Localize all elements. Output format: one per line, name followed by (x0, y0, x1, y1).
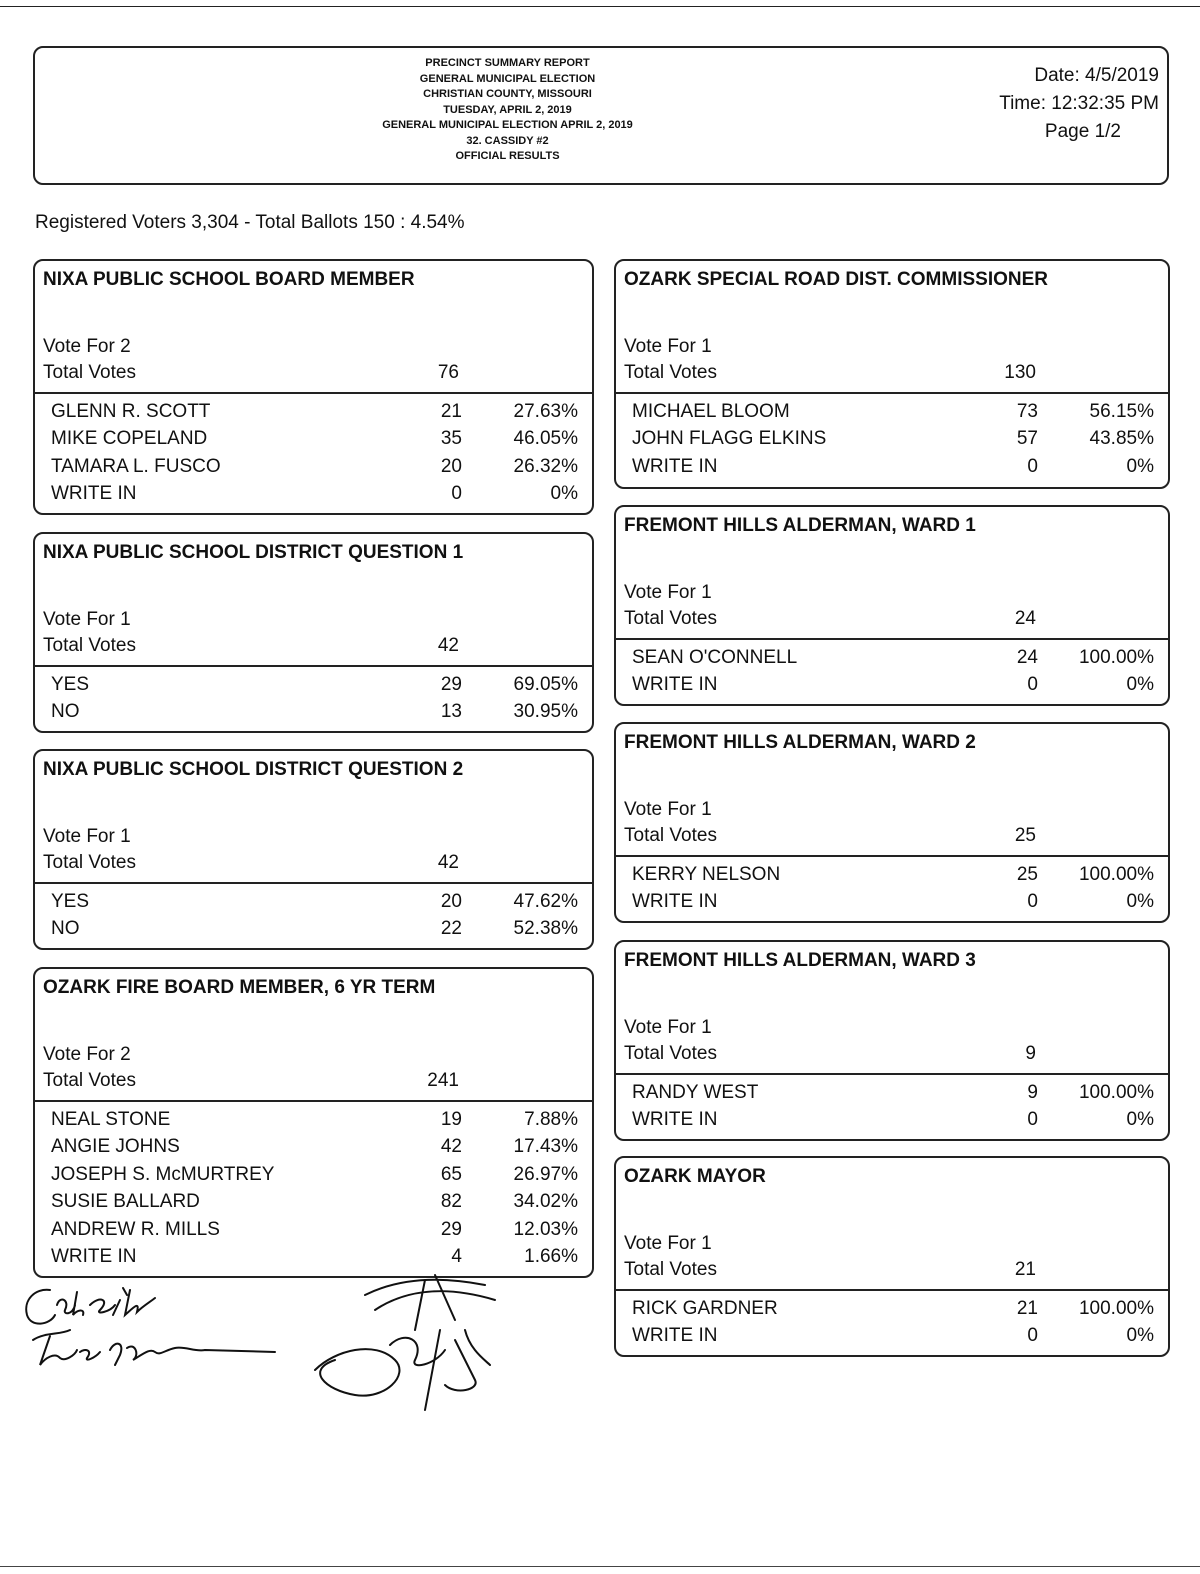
total-votes-value: 130 (1004, 362, 1036, 383)
candidate-votes: 0 (1027, 674, 1038, 696)
contest-title: FREMONT HILLS ALDERMAN, WARD 2 (624, 732, 976, 753)
candidate-name: WRITE IN (632, 891, 718, 913)
contest-separator (35, 882, 592, 884)
candidate-name: WRITE IN (632, 1109, 718, 1131)
contest-nixa-public-school-district-question-2 (33, 749, 594, 950)
contest-fremont-hills-alderman-ward-3 (614, 940, 1170, 1141)
candidate-percent: 7.88% (524, 1109, 578, 1130)
vote-for-label: Vote For 1 (624, 582, 712, 603)
total-votes-value: 42 (437, 635, 459, 656)
candidate-percent: 100.00% (1078, 647, 1154, 668)
contest-separator (35, 392, 592, 394)
candidate-votes: 57 (1016, 428, 1038, 450)
vote-for-label: Vote For 1 (624, 1017, 712, 1038)
candidate-name: GLENN R. SCOTT (51, 401, 211, 422)
candidate-name: MICHAEL BLOOM (632, 401, 790, 422)
total-votes-label: Total Votes (624, 825, 717, 846)
contest-ozark-fire-board-member-6-yr-term (33, 967, 594, 1278)
candidate-votes: 22 (440, 918, 462, 940)
candidate-name: WRITE IN (632, 455, 718, 477)
total-votes-label: Total Votes (43, 362, 136, 383)
precinct-name: 32. CASSIDY #2 (466, 134, 549, 147)
signatures (15, 1270, 505, 1430)
vote-for-label: Vote For 1 (624, 336, 712, 357)
result-row (35, 1219, 592, 1246)
bottom-border-line (0, 1566, 1200, 1567)
total-votes-value: 9 (1025, 1043, 1036, 1064)
candidate-name: ANGIE JOHNS (51, 1136, 180, 1158)
result-row (616, 1325, 1168, 1352)
candidate-percent: 69.05% (513, 674, 578, 695)
election-day: TUESDAY, APRIL 2, 2019 (443, 103, 572, 116)
candidate-percent: 34.02% (513, 1191, 578, 1213)
candidate-name: NO (51, 918, 80, 940)
candidate-percent: 0% (1126, 674, 1154, 696)
candidate-percent: 0% (1126, 1325, 1154, 1347)
candidate-votes: 42 (440, 1136, 462, 1158)
result-row (35, 483, 592, 510)
county-name: CHRISTIAN COUNTY, MISSOURI (423, 88, 592, 100)
contest-title: FREMONT HILLS ALDERMAN, WARD 3 (624, 950, 976, 971)
total-votes-value: 76 (437, 362, 459, 383)
contest-fremont-hills-alderman-ward-1 (614, 505, 1170, 706)
candidate-name: NEAL STONE (51, 1109, 171, 1130)
candidate-percent: 100.00% (1078, 1298, 1154, 1319)
result-row (35, 918, 592, 945)
candidate-votes: 35 (440, 428, 462, 450)
total-votes-label: Total Votes (624, 362, 717, 383)
candidate-name: WRITE IN (632, 1325, 718, 1347)
candidate-percent: 26.32% (513, 455, 578, 477)
candidate-percent: 46.05% (513, 428, 578, 450)
candidate-percent: 47.62% (513, 891, 578, 912)
candidate-name: RICK GARDNER (632, 1298, 778, 1319)
candidate-percent: 0% (550, 483, 578, 505)
candidate-percent: 0% (1126, 1109, 1154, 1131)
candidate-percent: 17.43% (513, 1136, 578, 1158)
contest-ozark-mayor (614, 1156, 1170, 1357)
candidate-percent: 27.63% (513, 401, 578, 422)
result-row (35, 701, 592, 728)
total-votes-value: 241 (427, 1070, 459, 1091)
contest-separator (616, 638, 1168, 640)
turnout-summary: Registered Voters 3,304 - Total Ballots 150 : 4.54% (35, 212, 465, 233)
contest-title: NIXA PUBLIC SCHOOL DISTRICT QUESTION 1 (43, 542, 464, 563)
candidate-name: NO (51, 701, 80, 723)
candidate-votes: 21 (440, 401, 462, 422)
total-votes-label: Total Votes (43, 1070, 136, 1091)
result-row (35, 674, 592, 701)
candidate-name: MIKE COPELAND (51, 428, 208, 450)
contest-separator (616, 1289, 1168, 1291)
total-votes-label: Total Votes (43, 852, 136, 873)
result-row (616, 428, 1168, 455)
result-row (35, 1136, 592, 1163)
total-votes-value: 42 (437, 852, 459, 873)
candidate-percent: 12.03% (513, 1218, 578, 1240)
candidate-name: JOSEPH S. McMURTREY (51, 1163, 275, 1185)
election-full-name: GENERAL MUNICIPAL ELECTION APRIL 2, 2019 (382, 119, 633, 131)
candidate-votes: 9 (1027, 1082, 1038, 1103)
total-votes-label: Total Votes (624, 608, 717, 629)
report-date: Date: 4/5/2019 (1034, 65, 1159, 86)
vote-for-label: Vote For 2 (43, 336, 131, 357)
result-row (616, 1082, 1168, 1109)
candidate-percent: 52.38% (513, 918, 578, 940)
candidate-percent: 100.00% (1078, 1082, 1154, 1103)
total-votes-label: Total Votes (43, 635, 136, 656)
contest-nixa-public-school-board-member (33, 259, 594, 515)
contest-title: OZARK FIRE BOARD MEMBER, 6 YR TERM (43, 977, 436, 998)
vote-for-label: Vote For 1 (624, 1233, 712, 1254)
candidate-name: RANDY WEST (632, 1082, 759, 1103)
contest-title: OZARK MAYOR (624, 1166, 766, 1187)
candidate-name: JOHN FLAGG ELKINS (632, 428, 827, 450)
candidate-votes: 0 (1027, 455, 1038, 477)
candidate-votes: 73 (1016, 401, 1038, 422)
candidate-votes: 20 (440, 891, 462, 912)
candidate-votes: 82 (440, 1191, 462, 1213)
vote-for-label: Vote For 1 (43, 609, 131, 630)
contest-ozark-special-road-dist-commissioner (614, 259, 1170, 489)
contest-separator (35, 1100, 592, 1102)
total-votes-value: 25 (1014, 825, 1036, 846)
candidate-votes: 19 (440, 1109, 462, 1130)
top-border-line (0, 6, 1200, 7)
candidate-name: SUSIE BALLARD (51, 1191, 200, 1213)
result-row (35, 1109, 592, 1136)
candidate-percent: 1.66% (524, 1246, 578, 1267)
result-row (35, 891, 592, 918)
vote-for-label: Vote For 1 (43, 826, 131, 847)
contest-title: OZARK SPECIAL ROAD DIST. COMMISSIONER (624, 269, 1049, 290)
contest-title: NIXA PUBLIC SCHOOL BOARD MEMBER (43, 269, 415, 290)
candidate-votes: 29 (440, 1218, 462, 1240)
contest-separator (616, 1073, 1168, 1075)
candidate-votes: 21 (1016, 1298, 1038, 1319)
report-meta (999, 62, 1159, 146)
contest-separator (35, 665, 592, 667)
contest-title: NIXA PUBLIC SCHOOL DISTRICT QUESTION 2 (43, 759, 464, 780)
candidate-percent: 43.85% (1089, 428, 1154, 450)
candidate-percent: 0% (1126, 891, 1154, 913)
total-votes-value: 24 (1014, 608, 1036, 629)
report-header (33, 46, 1169, 185)
result-row (616, 401, 1168, 428)
result-row (35, 456, 592, 483)
result-row (35, 1164, 592, 1191)
candidate-percent: 100.00% (1078, 864, 1154, 885)
result-row (35, 1191, 592, 1218)
candidate-votes: 0 (1027, 891, 1038, 913)
candidate-votes: 20 (440, 455, 462, 477)
candidate-votes: 24 (1016, 647, 1038, 668)
candidate-name: KERRY NELSON (632, 864, 781, 885)
total-votes-label: Total Votes (624, 1043, 717, 1064)
contest-fremont-hills-alderman-ward-2 (614, 722, 1170, 923)
contest-nixa-public-school-district-question-1 (33, 532, 594, 733)
results-status: OFFICIAL RESULTS (455, 150, 560, 162)
result-row (616, 456, 1168, 483)
candidate-votes: 25 (1016, 864, 1038, 885)
candidate-name: SEAN O'CONNELL (632, 647, 798, 668)
vote-for-label: Vote For 1 (624, 799, 712, 820)
report-title: PRECINCT SUMMARY REPORT (425, 57, 590, 69)
candidate-votes: 13 (440, 701, 462, 723)
result-row (616, 1109, 1168, 1136)
result-row (616, 647, 1168, 674)
result-row (616, 891, 1168, 918)
candidate-votes: 29 (440, 674, 462, 695)
candidate-votes: 4 (451, 1246, 462, 1267)
candidate-name: ANDREW R. MILLS (51, 1218, 220, 1240)
candidate-percent: 26.97% (513, 1163, 578, 1185)
vote-for-label: Vote For 2 (43, 1044, 131, 1065)
candidate-name: YES (51, 891, 90, 912)
candidate-name: WRITE IN (51, 483, 137, 505)
candidate-percent: 56.15% (1089, 401, 1154, 422)
candidate-votes: 0 (1027, 1109, 1038, 1131)
result-row (35, 401, 592, 428)
result-row (616, 864, 1168, 891)
contest-separator (616, 392, 1168, 394)
candidate-name: YES (51, 674, 90, 695)
total-votes-value: 21 (1014, 1259, 1036, 1280)
result-row (35, 1246, 592, 1273)
report-title-block (335, 56, 680, 165)
contest-title: FREMONT HILLS ALDERMAN, WARD 1 (624, 515, 976, 536)
candidate-name: WRITE IN (632, 674, 718, 696)
page-number: Page 1/2 (1044, 121, 1121, 142)
candidate-percent: 0% (1126, 455, 1154, 477)
candidate-votes: 65 (440, 1163, 462, 1185)
result-row (35, 428, 592, 455)
candidate-votes: 0 (1027, 1325, 1038, 1347)
candidate-votes: 0 (451, 483, 462, 505)
total-votes-label: Total Votes (624, 1259, 717, 1280)
candidate-percent: 30.95% (513, 701, 578, 723)
candidate-name: WRITE IN (51, 1246, 137, 1267)
election-name: GENERAL MUNICIPAL ELECTION (419, 72, 596, 85)
report-time: Time: 12:32:35 PM (999, 93, 1159, 114)
candidate-name: TAMARA L. FUSCO (51, 455, 221, 477)
result-row (616, 1298, 1168, 1325)
contest-separator (616, 855, 1168, 857)
result-row (616, 674, 1168, 701)
